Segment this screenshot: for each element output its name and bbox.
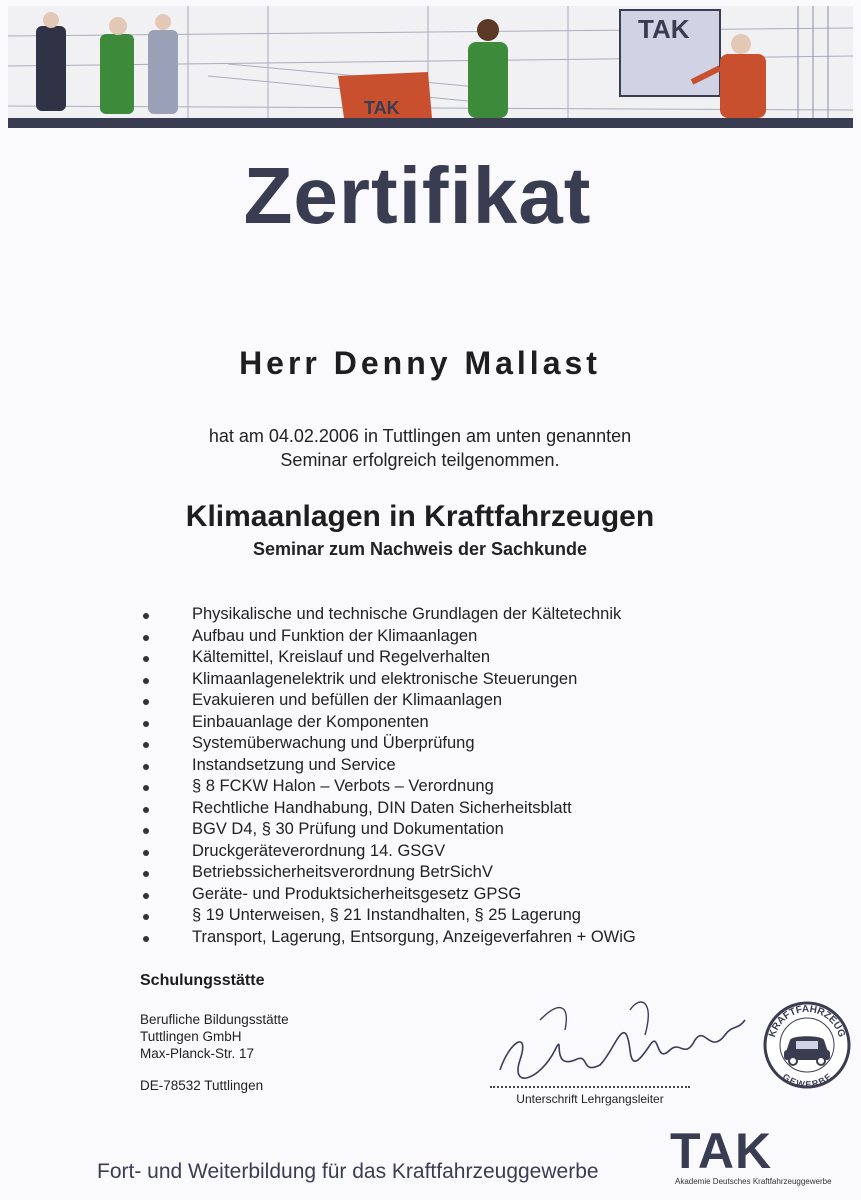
bullet-icon [143,871,149,877]
list-item [140,755,740,777]
seminar-title: Klimaanlagen in Kraftfahrzeugen [185,500,655,533]
list-item [140,841,740,863]
bullet-icon [143,936,149,942]
list-item [140,905,740,927]
topic-text: § 8 FCKW Halon – Verbots – Verordnung [192,777,494,795]
list-item [140,626,740,648]
bullet-icon [143,656,149,662]
intro-text [0,424,840,472]
topic-text: § 19 Unterweisen, § 21 Instandhalten, § 25 Lagerung [192,906,581,924]
seal-top-text: KRAFTFAHRZEUG [767,1003,847,1039]
topic-text: Geräte- und Produktsicherheitsgesetz GPSG [192,884,522,903]
list-item [140,776,740,798]
seminar-subtitle: Seminar zum Nachweis der Sachkunde [252,539,588,559]
list-item [140,669,740,691]
signature-line [490,1086,690,1088]
list-item [140,647,740,669]
bullet-icon [143,635,149,641]
topic-text: Einbauanlage der Komponenten [192,712,429,731]
topic-text: Evakuieren und befüllen der Klimaanlagen [192,691,503,709]
list-item [140,862,740,884]
tak-logo: TAK [670,1123,773,1179]
bullet-icon [143,721,149,727]
list-item [140,884,740,906]
banner-board [620,10,720,96]
seal-bottom-text: GEWERBE [780,1071,834,1090]
topic-text: Physikalische und technische Grundlagen der Kältetechnik [192,605,622,623]
header-rule [8,118,853,128]
topic-text: Aufbau und Funktion der Klimaanlagen [192,626,478,645]
venue-line: Tuttlingen GmbH [140,1029,242,1044]
venue-line: DE-78532 Tuttlingen [140,1078,264,1093]
list-item [140,733,740,755]
banner-counter [338,72,432,118]
list-item [140,819,740,841]
list-item [140,604,740,626]
topic-text: Transport, Lagerung, Entsorgung, Anzeigeverfahren + OWiG [192,927,636,946]
topic-text: Klimaanlagenelektrik und elektronische Steuerungen [192,669,578,688]
list-item [140,712,740,734]
venue-line: Max-Planck-Str. 17 [140,1046,255,1061]
bullet-icon [143,785,149,791]
signature-scribble [480,990,760,1090]
list-item [140,690,740,712]
header-banner [8,6,853,118]
topic-text: Systemüberwachung und Überprüfung [192,734,475,752]
topic-text: Betriebssicherheitsverordnung BetrSichV [192,863,493,881]
bullet-icon [143,699,149,705]
footer-tagline: Fort- und Weiterbildung für das Kraftfahrzeuggewerbe [97,1160,599,1183]
bullet-icon [143,893,149,899]
banner-illustration [8,6,853,118]
intro-line: hat am 04.02.2006 in Tuttlingen am unten genannten [208,426,632,446]
bullet-icon [143,742,149,748]
bullet-icon [143,613,149,619]
topic-text: Instandsetzung und Service [192,755,396,774]
intro-line: Seminar erfolgreich teilgenommen. [280,450,560,470]
venue-line: Berufliche Bildungsstätte [140,1012,289,1027]
list-item [140,798,740,820]
tak-logo-subtitle: Akademie Deutsches Kraftfahrzeuggewerbe [675,1177,832,1186]
svg-text:TAK: TAK [638,14,690,44]
svg-text:TAK: TAK [364,98,400,118]
bullet-icon [143,850,149,856]
signature-caption: Unterschrift Lehrgangsleiter [516,1092,664,1106]
kraftfahrzeug-gewerbe-seal [762,1000,852,1090]
topic-text: Rechtliche Handhabung, DIN Daten Sicherheitsblatt [192,798,572,817]
bullet-icon [143,678,149,684]
certificate-title: Zertifikat [243,151,592,240]
venue-heading: Schulungsstätte [140,972,265,989]
topic-text: BGV D4, § 30 Prüfung und Dokumentation [192,820,504,838]
topic-text: Druckgeräteverordnung 14. GSGV [192,841,446,860]
bullet-icon [143,914,149,920]
bullet-icon [143,828,149,834]
topic-text: Kältemittel, Kreislauf und Regelverhalten [192,648,491,666]
recipient-name: Herr Denny Mallast [239,345,601,381]
bullet-icon [143,807,149,813]
bullet-icon [143,764,149,770]
topic-list [140,604,740,948]
list-item [140,927,740,949]
